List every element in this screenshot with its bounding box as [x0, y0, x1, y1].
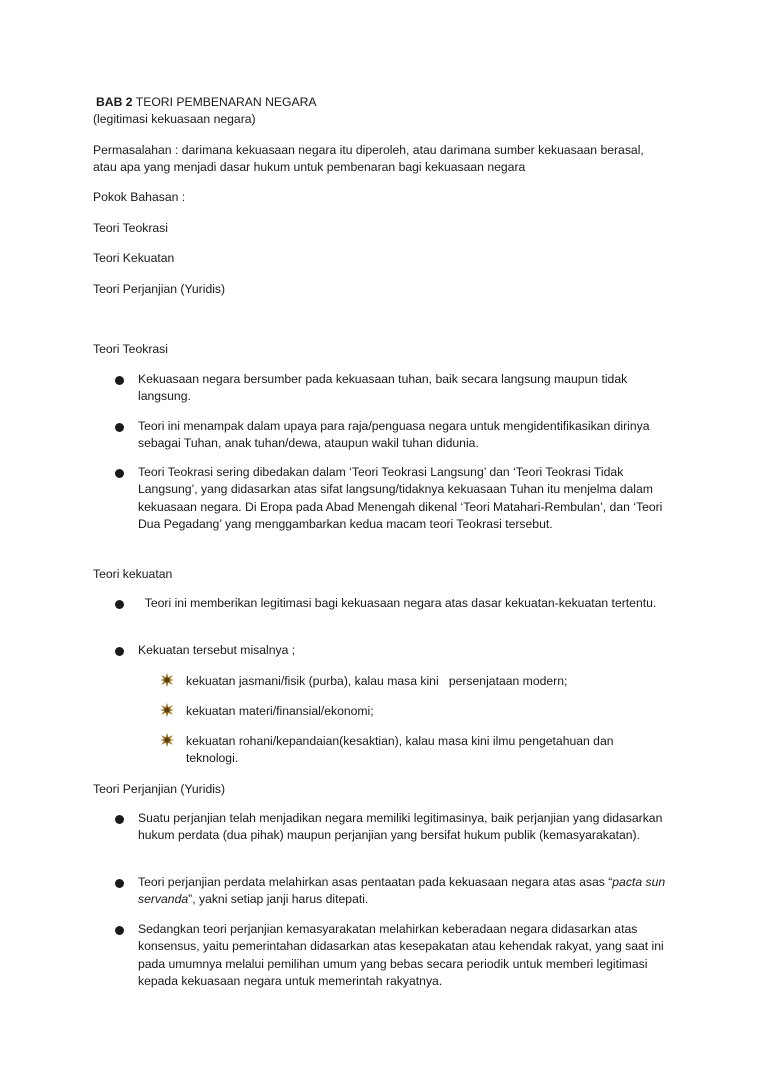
bullet-icon: [115, 469, 124, 478]
starburst-bullet-icon: [160, 703, 174, 717]
problem-line-2: atau apa yang menjadi dasar hukum untuk pembenaran bagi kekuasaan negara: [93, 160, 526, 174]
problem-line-1: Permasalahan : darimana kekuasaan negara itu diperoleh, atau darimana sumber kekuasaan berasal,: [93, 143, 644, 157]
list-item: [138, 874, 668, 909]
topic-item: Teori Perjanjian (Yuridis): [93, 282, 226, 296]
bullet-icon: [115, 600, 124, 609]
topic-item: Teori Kekuatan: [93, 251, 175, 265]
bullet-icon: [115, 815, 124, 824]
bullet-icon: [115, 376, 124, 385]
sub-list-item: kekuatan jasmani/fisik (purba), kalau masa kini persenjataan modern;: [186, 674, 568, 688]
list-item: Kekuatan tersebut misalnya ;: [138, 643, 296, 657]
chapter-title: [96, 94, 317, 111]
bullet-icon: [115, 423, 124, 432]
sub-list-item: kekuatan materi/finansial/ekonomi;: [186, 704, 374, 718]
section-title-teokrasi: Teori Teokrasi: [93, 342, 168, 356]
topics-heading: Pokok Bahasan :: [93, 190, 186, 204]
list-item: Teori Teokrasi sering dibedakan dalam ‘Teori Teokrasi Langsung’ dan ‘Teori Teokrasi Tidak Langsung’, yang didasarkan atas sifat langsung/tidaknya kekuasaan Tuhan itu menjelma dalam kekuasaan negara. Di Eropa pada Abad Menengah dikenal ‘Teori Matahari-Rembulan’, dan ‘Teori Dua Pegadang’ yang menggambarkan kedua macam teori Teokrasi tersebut.: [138, 465, 663, 531]
list-item-text: Teori perjanjian perdata melahirkan asas pentaatan pada kekuasaan negara atas asas “: [138, 875, 613, 889]
topic-item: Teori Teokrasi: [93, 221, 168, 235]
list-item: Teori ini menampak dalam upaya para raja/penguasa negara untuk mengidentifikasikan dirinya sebagai Tuhan, anak tuhan/dewa, ataupun wakil tuhan didunia.: [138, 419, 650, 451]
chapter-subtitle: (legitimasi kekuasaan negara): [93, 112, 256, 126]
section-title-perjanjian: Teori Perjanjian (Yuridis): [93, 782, 226, 796]
sub-list-item: kekuatan rohani/kepandaian(kesaktian), kalau masa kini ilmu pengetahuan dan teknologi.: [186, 734, 614, 766]
section-title-kekuatan: Teori kekuatan: [93, 567, 173, 581]
latin-phrase: pacta sun servanda: [138, 875, 666, 907]
list-item-text: ”, yakni setiap janji harus ditepati.: [188, 892, 369, 907]
starburst-bullet-icon: [160, 733, 174, 747]
bullet-icon: [115, 647, 124, 656]
list-item: Teori ini memberikan legitimasi bagi kekuasaan negara atas dasar kekuatan-kekuatan tertentu.: [138, 596, 657, 610]
list-item: Sedangkan teori perjanjian kemasyarakatan melahirkan keberadaan negara didasarkan atas konsensus, yaitu pemerintahan didasarkan atas kesepakatan atau kehendak rakyat, yang saat ini pada umumnya melalui pemilihan umum yang bebas secara periodik untuk memberi legitimasi kepada kekuasaan negara untuk memerintah rakyatnya.: [138, 922, 664, 988]
starburst-bullet-icon: [160, 673, 174, 687]
chapter-name: TEORI PEMBENARAN NEGARA: [132, 95, 317, 109]
chapter-number: BAB 2: [96, 95, 133, 109]
list-item: Kekuasaan negara bersumber pada kekuasaan tuhan, baik secara langsung maupun tidak langsung.: [138, 372, 628, 404]
bullet-icon: [115, 926, 124, 935]
list-item: Suatu perjanjian telah menjadikan negara memiliki legitimasinya, baik perjanjian yang didasarkan hukum perdata (dua pihak) maupun perjanjian yang bersifat hukum publik (kemasyarakatan).: [138, 811, 663, 843]
bullet-icon: [115, 879, 124, 888]
